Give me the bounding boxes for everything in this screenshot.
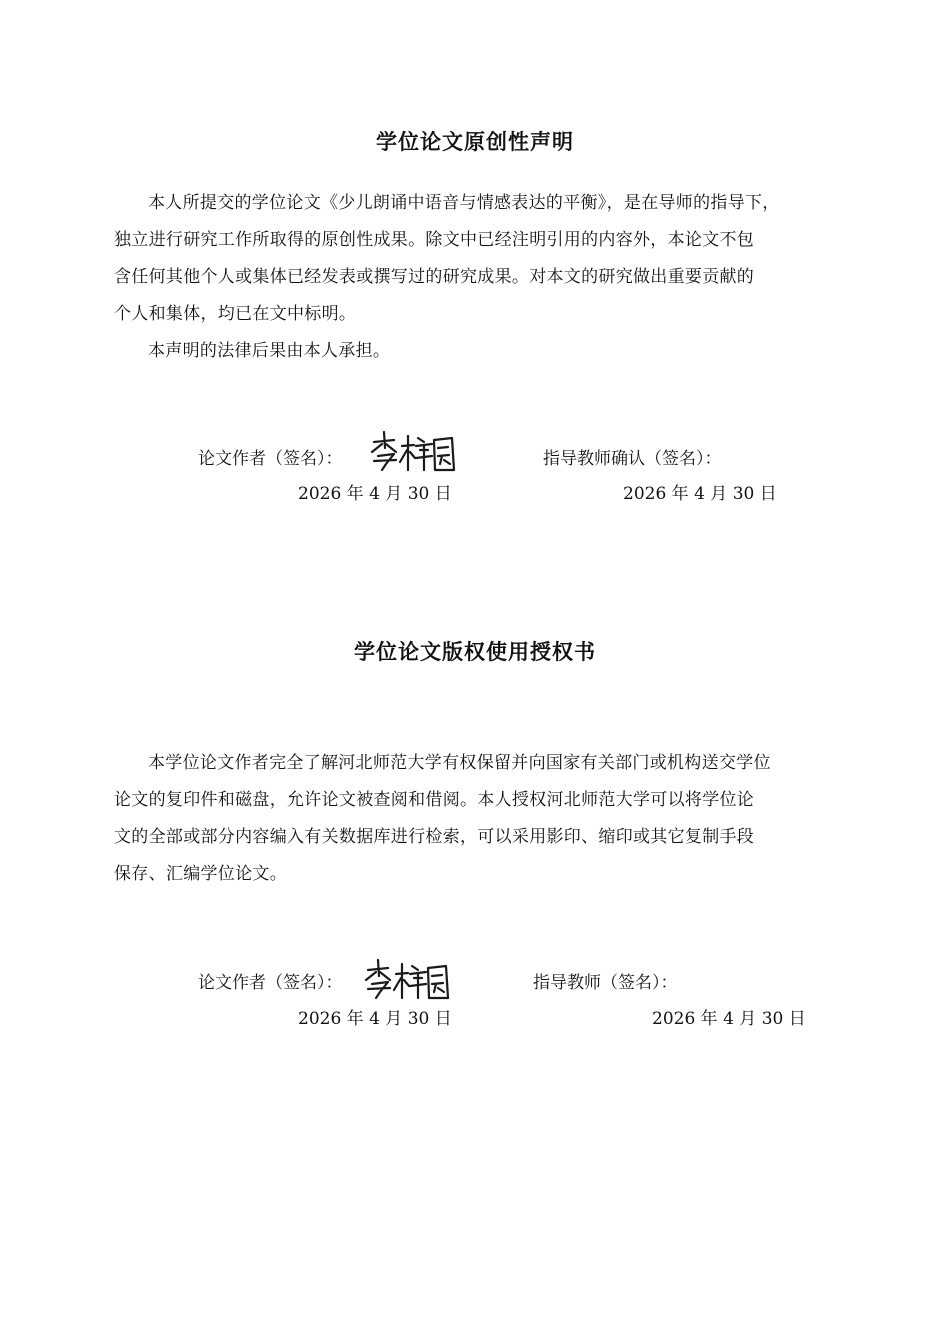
declaration-line-5: 本声明的法律后果由本人承担。 <box>148 341 391 361</box>
authorization-advisor-date: 2026 年 4 月 30 日 <box>652 1009 806 1029</box>
declaration-author-date: 2026 年 4 月 30 日 <box>298 484 452 504</box>
authorization-title: 学位论文版权使用授权书 <box>354 640 596 664</box>
authorization-author-signature <box>362 958 452 1002</box>
declaration-line-3: 含任何其他个人或集体已经发表或撰写过的研究成果。对本文的研究做出重要贡献的 <box>114 267 755 287</box>
authorization-line-4: 保存、汇编学位论文。 <box>114 864 287 884</box>
authorization-line-1: 本学位论文作者完全了解河北师范大学有权保留并向国家有关部门或机构送交学位 <box>148 753 771 773</box>
authorization-line-3: 文的全部或部分内容编入有关数据库进行检索，可以采用影印、缩印或其它复制手段 <box>114 827 755 847</box>
declaration-line-4: 个人和集体，均已在文中标明。 <box>114 304 357 324</box>
declaration-title: 学位论文原创性声明 <box>376 130 574 154</box>
authorization-line-2: 论文的复印件和磁盘，允许论文被查阅和借阅。本人授权河北师范大学可以将学位论 <box>114 790 755 810</box>
declaration-author-signature <box>368 430 458 474</box>
declaration-body <box>114 185 856 370</box>
authorization-author-date: 2026 年 4 月 30 日 <box>298 1009 452 1029</box>
authorization-author-label: 论文作者（签名）： <box>198 973 343 993</box>
declaration-line-2: 独立进行研究工作所取得的原创性成果。除文中已经注明引用的内容外，本论文不包 <box>114 230 755 250</box>
declaration-advisor-date: 2026 年 4 月 30 日 <box>623 484 777 504</box>
declaration-author-label: 论文作者（签名）： <box>198 449 343 469</box>
authorization-body <box>114 745 856 893</box>
authorization-advisor-label: 指导教师（签名）： <box>533 973 678 993</box>
declaration-advisor-label: 指导教师确认（签名）： <box>543 449 722 469</box>
declaration-line-1: 本人所提交的学位论文《少儿朗诵中语音与情感表达的平衡》，是在导师的指导下， <box>148 193 780 213</box>
